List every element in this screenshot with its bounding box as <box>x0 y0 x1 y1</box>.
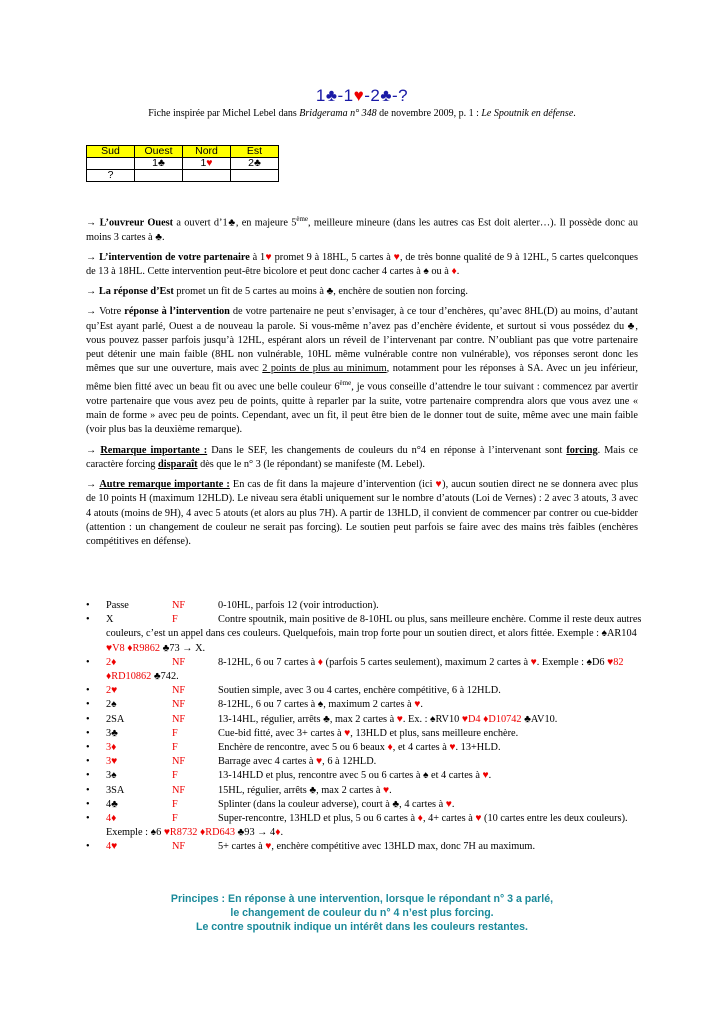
auction-cell <box>183 158 231 170</box>
heart-icon: ♥ <box>353 86 365 105</box>
auction-header-est: Est <box>231 146 279 158</box>
auction-row <box>87 170 279 182</box>
response-list <box>86 599 642 855</box>
auction-cell <box>135 170 183 182</box>
list-item: • 2♥ NF Soutien simple, avec 3 ou 4 cartes, enchère compétitive, 6 à 12HLD. <box>86 685 501 697</box>
auction-header-ouest: Ouest <box>135 146 183 158</box>
paragraph-remark: → Remarque importante : Dans le SEF, les changements de couleurs du n°4 en réponse à l’intervenant sont forcing. Mais ce caractère forcing disparaît dès que le n° 3 (le répondant) se manifeste (M. Lebel). <box>86 444 638 470</box>
auction-cell: 2♣ <box>231 158 279 170</box>
list-item: • 4♥ NF 5+ cartes à ♥, enchère compétitive avec 13HLD max, donc 7H au maximum. <box>86 841 536 853</box>
page-subtitle <box>0 108 724 119</box>
list-item: • Passe NF 0-10HL, parfois 12 (voir introduction). <box>86 600 379 611</box>
paragraph-intervention: → L’intervention de votre partenaire à 1♥ promet 9 à 18HL, 5 cartes à ♥, de très bonne qualité de 9 à 12HL, 5 cartes quelconques de 13 à 18HL. Cette intervention peut-être bicolore et peut donc cacher 4 cartes à ♠ ou à ♦. <box>86 251 639 278</box>
subtitle-article: Le Spoutnik en défense <box>481 108 574 119</box>
list-item: • 3♠ F 13-14HLD et plus, rencontre avec 5 ou 6 cartes à ♠ et 4 cartes à ♥. <box>86 770 492 782</box>
subtitle-text: . <box>573 108 576 119</box>
auction-row <box>87 158 279 170</box>
paragraph-other-remark: → Autre remarque importante : En cas de fit dans la majeure d’intervention (ici ♥), aucun soutien direct ne se donnera avec plus de 10 points H (maximum 12HLD). Le niveau sera établi uniquement sur le nombre d’atouts (Loi de Vernes) : 2 avec 3 atouts, 3 avec 4 atouts (moins de 9H), 4 avec 5 atouts (et alors au plus 7H). A partir de 13HLD, il convient de commencer par contrer ou cue-bidder (attention : un changement de couleur ne serait pas forcing). Le soutien peut parfois se faire avec des mains très faibles (enchères compétitives en défense). <box>86 479 638 547</box>
principles-box <box>0 892 724 934</box>
principles-line: Principes : En réponse à une intervention, lorsque le répondant n° 3 a parlé, <box>170 893 554 905</box>
body-text <box>86 212 638 555</box>
heart-icon: ♥ <box>206 157 213 169</box>
auction-header-row <box>87 146 279 158</box>
auction-cell: ? <box>87 170 135 182</box>
list-item: • 4♣ F Splinter (dans la couleur adverse), court à ♣, 4 cartes à ♥. <box>86 798 455 810</box>
paragraph-opener: → L’ouvreur Ouest a ouvert d’1♣, en majeure 5ème, meilleure mineure (dans les autres cas Est doit alerter…). Il possède donc au moins 3 cartes à ♣. <box>86 215 639 243</box>
list-item: • 3♥ NF Barrage avec 4 cartes à ♥, 6 à 12HLD. <box>86 756 377 768</box>
paragraph-east-response: → La réponse d’Est promet un fit de 5 cartes au moins à ♣, enchère de soutien non forcing. <box>86 286 468 298</box>
list-item: • 2♦ NF 8-12HL, 6 ou 7 cartes à ♦ (parfois 5 cartes seulement), maximum 2 cartes à ♥. Exemple : ♠D6 ♥82 ♦RD10862 ♣742. <box>86 656 624 683</box>
auction-header-sud: Sud <box>87 146 135 158</box>
list-item: • 2♠ NF 8-12HL, 6 ou 7 cartes à ♠, maximum 2 cartes à ♥. <box>86 699 423 711</box>
title-part2: -2♣-? <box>364 86 409 105</box>
auction-cell <box>183 170 231 182</box>
auction-cell: 1♣ <box>135 158 183 170</box>
list-item: • 3♣ F Cue-bid fitté, avec 3+ cartes à ♥, 13HLD et plus, sans meilleure enchère. <box>86 727 519 739</box>
list-item: • 4♦ F Super-rencontre, 13HLD et plus, 5 ou 6 cartes à ♦, 4+ cartes à ♥ (10 cartes entre les deux couleurs). Exemple : ♠6 ♥R8732 ♦RD643 ♣93 → 4♦. <box>86 813 628 839</box>
list-item: • 3♦ F Enchère de rencontre, avec 5 ou 6 beaux ♦, et 4 cartes à ♥. 13+HLD. <box>86 742 501 754</box>
paragraph-your-response: → Votre réponse à l’intervention de votre partenaire ne peut s’envisager, à ce tour d’enchères, qu’avec 8HL(D) au moins, d’autant qu’Est ayant parlé, Ouest a de nouveau la parole. Si vous-même n’avez pas d’enchère évidente, et surtout si vous possédez du ♣, vous pouvez passer parfois jusqu’à 12HL, espérant alors un réveil de l’intervenant par contre. N’oubliant pas que votre partenaire peut détenir une main faible (8HL non vulnérable, 10HL même vulnérable contre non vulnérable), vos réponses seront donc les mêmes que sur une ouverture, mais avec 2 points de plus au minimum, notamment pour les réponses à SA. Avec un jeu inférieur, même bien fitté avec un beau fit ou avec une belle couleur 6ème, je vous conseille d’attendre le tour suivant : commencez par avertir votre partenaire que vous avez peu de points, quitte à reparler par la suite, votre partenaire comprendra alors que vous avez une « main de forme » avec peu de points. Cependant, avec un fit, il peut être bien de le donner tout de suite, même avec une main faible (voir plus bas la deuxième remarque). <box>86 306 638 436</box>
list-item: • 2SA NF 13-14HL, régulier, arrêts ♣, max 2 cartes à ♥. Ex. : ♠RV10 ♥D4 ♦D10742 ♣AV10. <box>86 713 558 725</box>
list-item: • X F Contre spoutnik, main positive de 8-10HL ou plus, sans meilleure enchère. Comme il reste deux autres couleurs, c’est un appel dans ces couleurs. Quelquefois, main trop forte pour un soutien direct, et alors fittée. Exemple : ♠AR104 ♥V8 ♦R9862 ♣73 → X. <box>86 614 642 654</box>
subtitle-magazine: Bridgerama n° 348 <box>299 108 377 119</box>
principles-line: le changement de couleur du n° 4 n’est plus forcing. <box>230 907 494 919</box>
subtitle-text: Fiche inspirée par Michel Lebel dans <box>148 108 300 119</box>
auction-header-nord: Nord <box>183 146 231 158</box>
title-part1: 1♣-1 <box>315 86 354 105</box>
subtitle-text: de novembre 2009, p. 1 : <box>376 108 482 119</box>
principles-line: Le contre spoutnik indique un intérêt dans les couleurs restantes. <box>195 921 528 933</box>
list-item: • 3SA NF 15HL, régulier, arrêts ♣, max 2 cartes à ♥. <box>86 784 392 796</box>
auction-table <box>86 145 279 182</box>
page-title <box>0 86 724 106</box>
auction-bid: 1 <box>200 157 207 169</box>
auction-cell <box>231 170 279 182</box>
auction-cell <box>87 158 135 170</box>
